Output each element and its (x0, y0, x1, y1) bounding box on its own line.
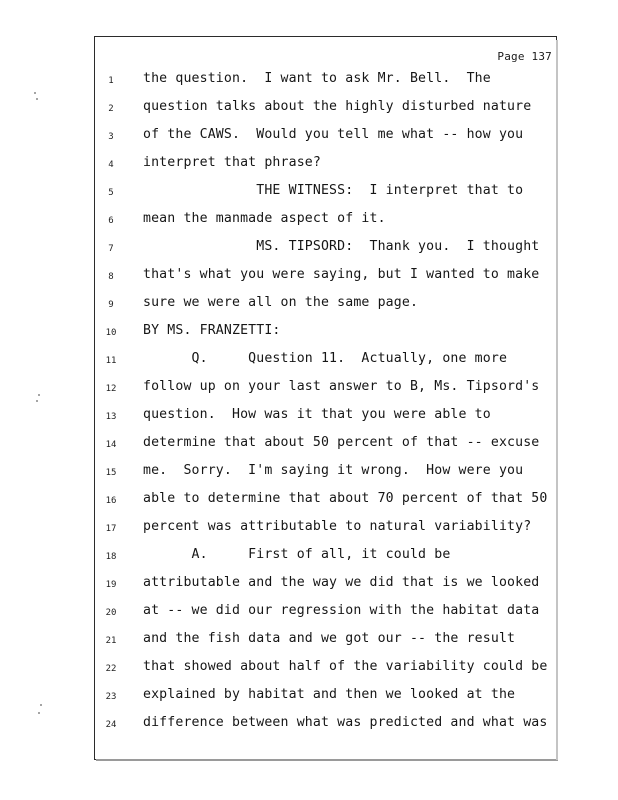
line-text: that showed about half of the variability could be (143, 659, 548, 674)
line-number: 8 (108, 272, 114, 282)
scan-speck (38, 394, 40, 396)
line-text: explained by habitat and then we looked at the (143, 687, 516, 702)
transcript-line (0, 460, 618, 488)
line-text: question talks about the highly disturbed nature (143, 99, 532, 114)
line-number: 13 (105, 412, 117, 422)
line-text: BY MS. FRANZETTI: (143, 323, 281, 338)
line-number: 4 (108, 160, 114, 170)
transcript-line (0, 712, 618, 740)
line-text: interpret that phrase? (143, 155, 321, 170)
transcript-line (0, 236, 618, 264)
line-number: 12 (105, 384, 117, 394)
line-number: 6 (108, 216, 114, 226)
line-text: at -- we did our regression with the habitat data (143, 603, 540, 618)
line-number: 20 (105, 608, 117, 618)
line-text: of the CAWS. Would you tell me what -- how you (143, 127, 524, 142)
line-number: 9 (108, 300, 114, 310)
line-number: 10 (105, 328, 117, 338)
line-text: attributable and the way we did that is we looked (143, 575, 540, 590)
transcript-line (0, 656, 618, 684)
transcript-line (0, 152, 618, 180)
transcript-line (0, 292, 618, 320)
line-number: 22 (105, 664, 117, 674)
line-text: sure we were all on the same page. (143, 295, 419, 310)
line-text: the question. I want to ask Mr. Bell. The (143, 71, 491, 86)
transcript-line (0, 516, 618, 544)
line-number: 5 (108, 188, 114, 198)
transcript-line (0, 376, 618, 404)
transcript-line (0, 68, 618, 96)
line-number: 24 (105, 720, 117, 730)
scan-speck (40, 704, 42, 706)
line-text: and the fish data and we got our -- the result (143, 631, 516, 646)
line-text: question. How was it that you were able to (143, 407, 491, 422)
line-number: 19 (105, 580, 117, 590)
transcript-line (0, 600, 618, 628)
line-number: 21 (105, 636, 117, 646)
scan-speck (38, 712, 40, 714)
page-number: Page 137 (497, 50, 552, 63)
transcript-line (0, 544, 618, 572)
line-text: that's what you were saying, but I wanted to make (143, 267, 540, 282)
scan-speck (36, 400, 38, 402)
line-number: 16 (105, 496, 117, 506)
line-text: THE WITNESS: I interpret that to (143, 183, 524, 198)
line-number: 7 (108, 244, 114, 254)
line-number: 17 (105, 524, 117, 534)
line-number: 14 (105, 440, 117, 450)
line-text: Q. Question 11. Actually, one more (143, 351, 508, 366)
line-number: 11 (105, 356, 117, 366)
transcript-line (0, 348, 618, 376)
line-number: 3 (108, 132, 114, 142)
line-number: 23 (105, 692, 117, 702)
scan-speck (34, 92, 36, 94)
transcript-line (0, 208, 618, 236)
line-text: difference between what was predicted and what was (143, 715, 548, 730)
transcript-line (0, 684, 618, 712)
scan-speck (36, 98, 38, 100)
transcript-line (0, 124, 618, 152)
transcript-line (0, 572, 618, 600)
transcript-line (0, 264, 618, 292)
line-number: 2 (108, 104, 114, 114)
transcript-line (0, 320, 618, 348)
line-text: follow up on your last answer to B, Ms. Tipsord's (143, 379, 540, 394)
line-number: 18 (105, 552, 117, 562)
line-text: me. Sorry. I'm saying it wrong. How were you (143, 463, 524, 478)
line-text: able to determine that about 70 percent of that 50 (143, 491, 548, 506)
transcript-line (0, 180, 618, 208)
line-text: MS. TIPSORD: Thank you. I thought (143, 239, 540, 254)
line-text: determine that about 50 percent of that -- excuse (143, 435, 540, 450)
transcript-line (0, 488, 618, 516)
transcript-line (0, 432, 618, 460)
line-text: mean the manmade aspect of it. (143, 211, 386, 226)
line-number: 1 (108, 76, 114, 86)
line-text: percent was attributable to natural variability? (143, 519, 532, 534)
line-number: 15 (105, 468, 117, 478)
transcript-line (0, 96, 618, 124)
line-text: A. First of all, it could be (143, 547, 451, 562)
transcript-line (0, 404, 618, 432)
transcript-line (0, 628, 618, 656)
